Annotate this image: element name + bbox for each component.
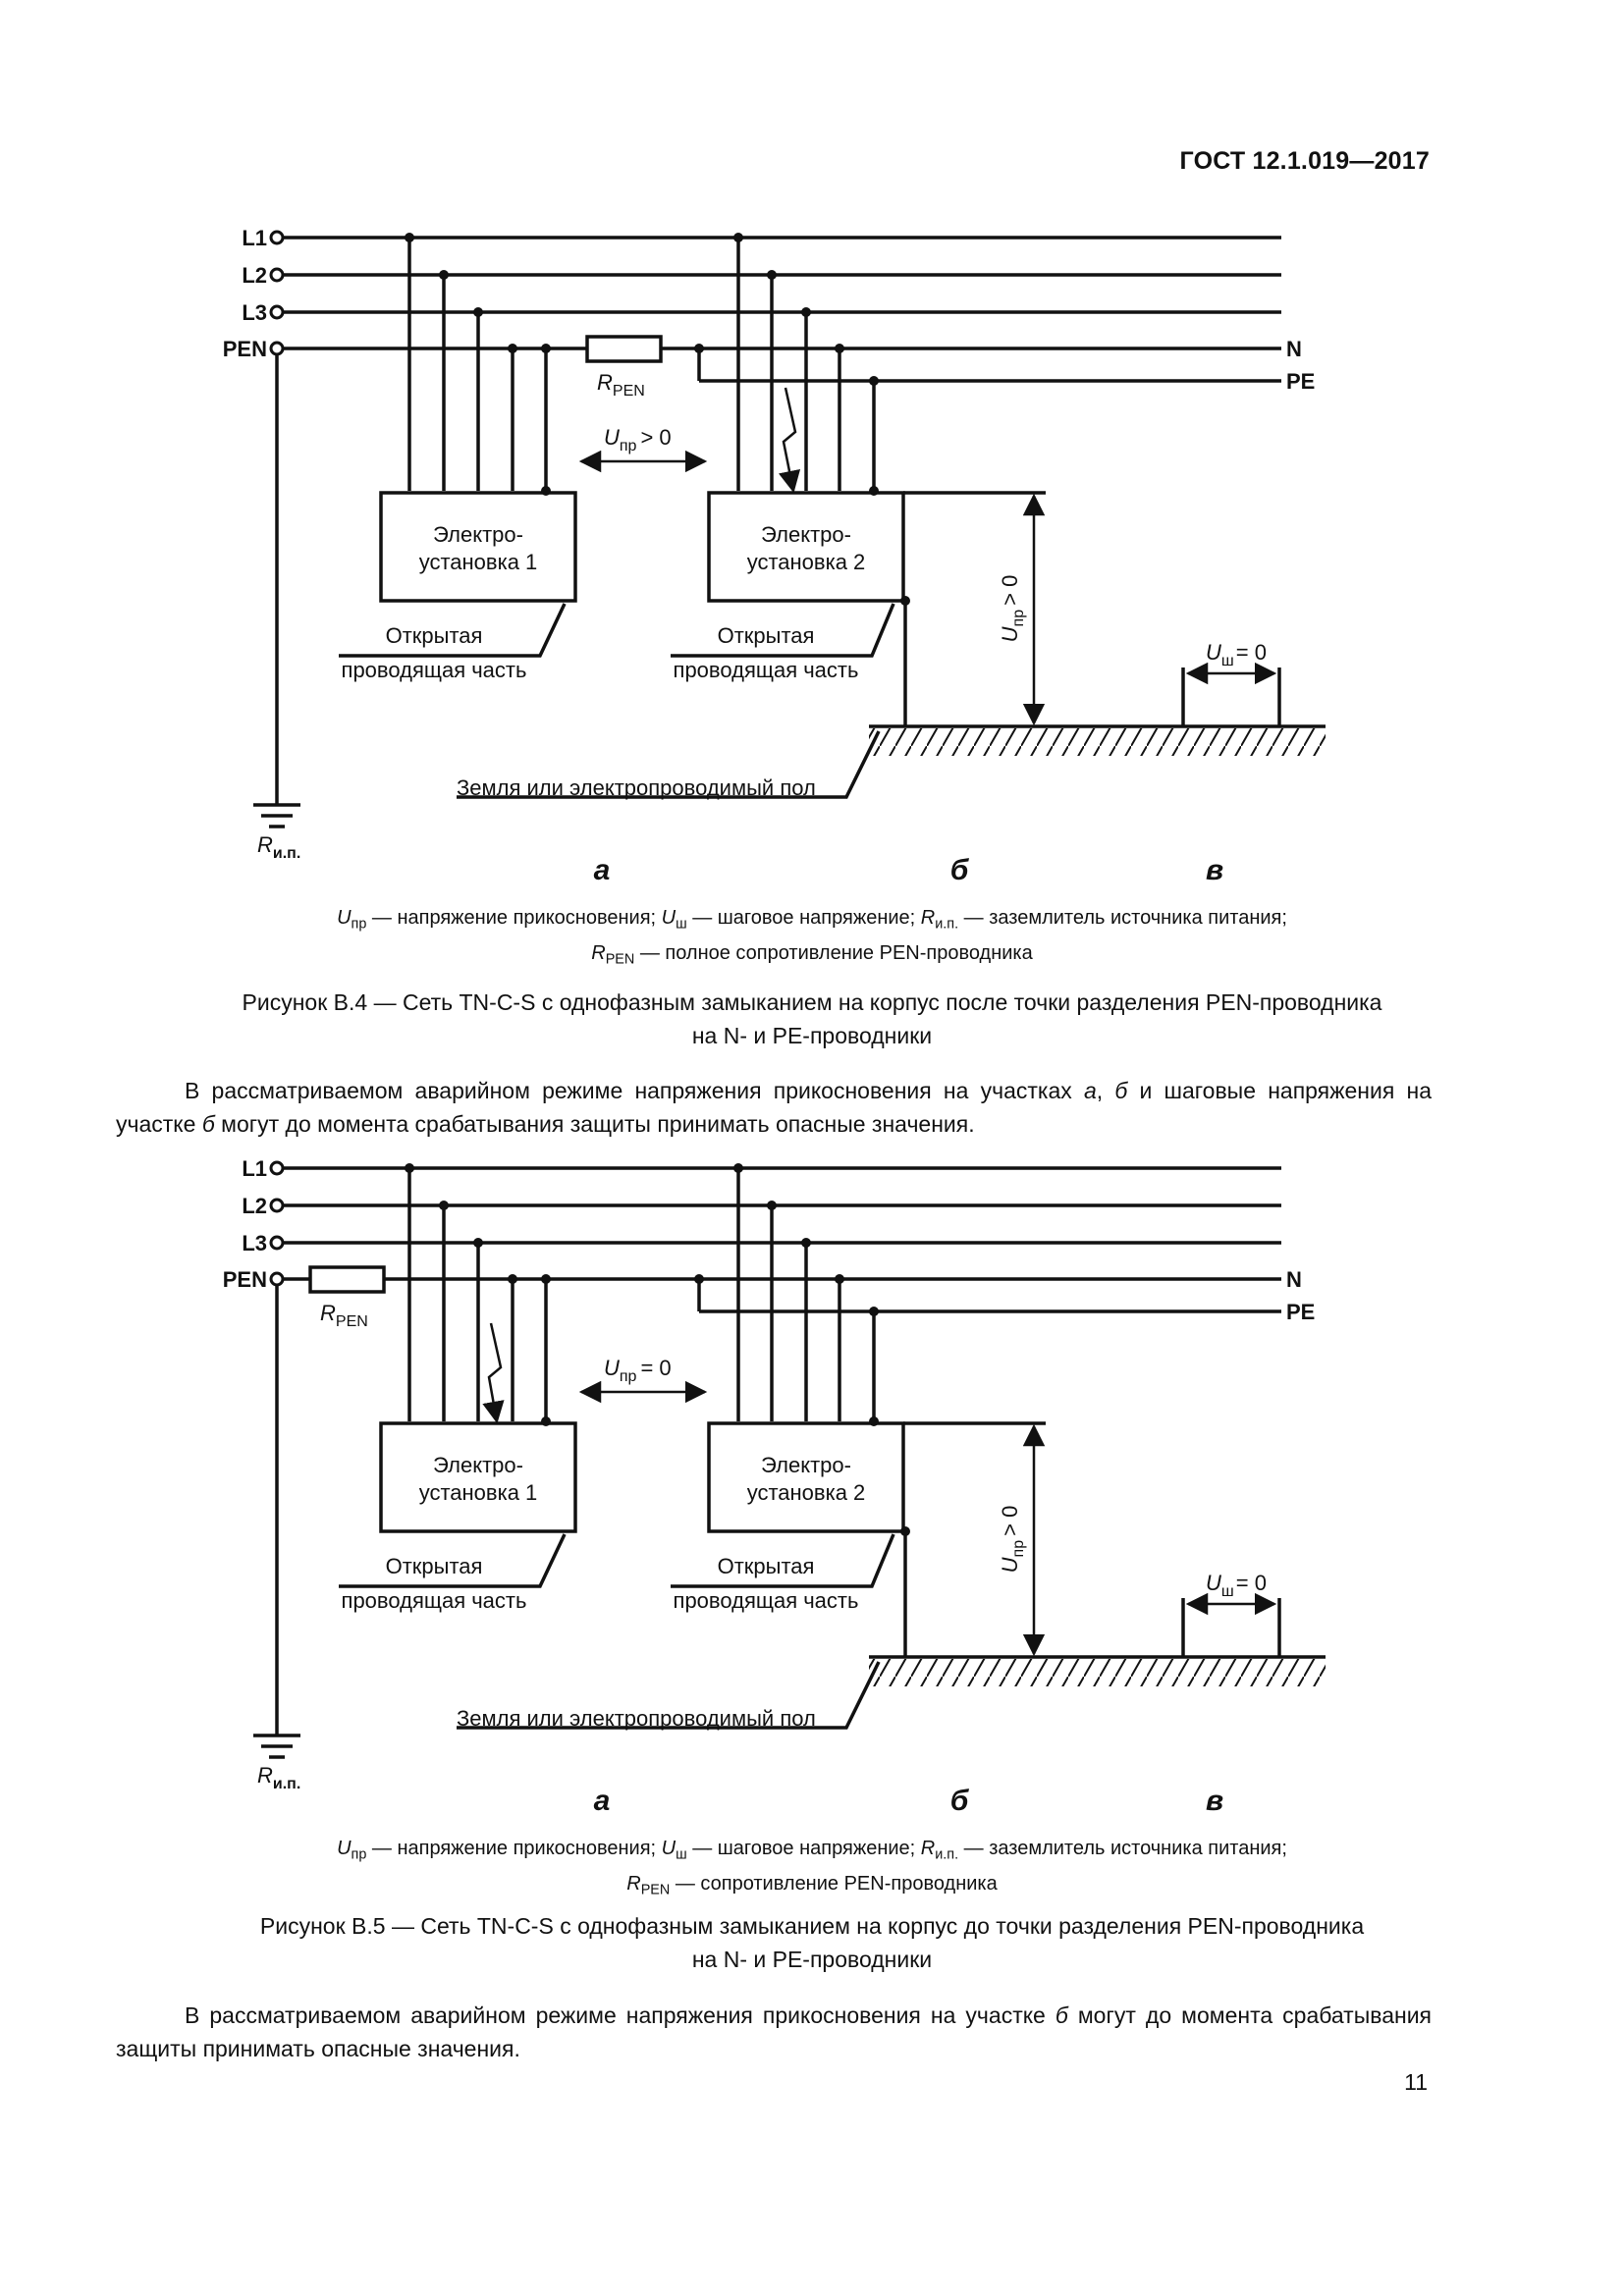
installation2-line1: Электро- <box>761 522 851 547</box>
open-part1-line1: Открытая <box>385 1554 483 1578</box>
figure-b4-diagram <box>0 196 1624 942</box>
legend2-line1: $U_{пр}$ — напряжение прикосновения; $U_ш$ — шаговое напряжение; $R_{и.п.}$ — заземлитель источника питания; <box>337 1838 1287 1863</box>
open-part1-line2: проводящая часть <box>341 1588 527 1613</box>
label-u-pr-vertical: $U_{пр}> 0$ <box>998 574 1027 643</box>
legend2-line2: $R_{PEN}$ — сопротивление PEN-проводника <box>626 1873 998 1898</box>
label-n: N <box>1286 337 1302 361</box>
paragraph-1: В рассматриваемом аварийном режиме напряжения прикосновения на участках а, б и шаговые напряжения на участке б могут до момента срабатывания защиты принимать опасные значения. <box>116 1078 1433 1137</box>
zone-v: в <box>1205 854 1224 886</box>
label-l2: L2 <box>242 1194 267 1218</box>
zone-b: б <box>949 854 969 886</box>
label-l1: L1 <box>242 1156 267 1181</box>
legend1-line2: $R_{PEN}$ — полное сопротивление PEN-проводника <box>591 942 1033 968</box>
installation2-line2: установка 2 <box>746 1480 866 1505</box>
paragraph-2: В рассматриваемом аварийном режиме напряжения прикосновения на участке б могут до момента срабатывания защиты принимать опасные значения. <box>116 2002 1432 2061</box>
label-r-pen: $R_{PEN}$ <box>597 370 645 400</box>
label-r-ip: $R_{и.п.}$ <box>257 832 301 862</box>
figure-b5-legend <box>0 1834 1624 1905</box>
document-header: ГОСТ 12.1.019—2017 <box>1179 147 1430 175</box>
label-pen: PEN <box>222 1267 267 1292</box>
figure-b5-diagram <box>0 1127 1624 1873</box>
label-n: N <box>1286 1267 1302 1292</box>
label-l3: L3 <box>242 300 267 325</box>
installation1-line2: установка 1 <box>418 1480 538 1505</box>
figure-b4-caption: Рисунок В.4 — Сеть TN-C-S с однофазным замыканием на корпус после точки разделения PEN-проводника на N- и PE-проводники <box>242 989 1382 1048</box>
label-l1: L1 <box>242 226 267 250</box>
legend1-line1: $U_{пр}$ — напряжение прикосновения; $U_ш$ — шаговое напряжение; $R_{и.п.}$ — заземлитель источника питания; <box>337 907 1287 933</box>
open-part1-line2: проводящая часть <box>341 658 527 682</box>
label-u-pr-vertical: $U_{пр}> 0$ <box>998 1505 1027 1574</box>
open-part1-line1: Открытая <box>385 623 483 648</box>
label-u-pr-between: $U_{пр} = 0$ <box>604 1356 672 1385</box>
open-part2-line2: проводящая часть <box>673 1588 859 1613</box>
zone-a: а <box>593 1785 611 1817</box>
zone-b: б <box>949 1785 969 1817</box>
label-u-pr-between: $U_{пр} > 0$ <box>604 425 672 454</box>
label-u-sh: $U_ш= 0$ <box>1206 1571 1267 1600</box>
open-part2-line2: проводящая часть <box>673 658 859 682</box>
open-part2-line1: Открытая <box>717 623 815 648</box>
label-pe: PE <box>1286 1300 1316 1324</box>
figure-b4-legend <box>0 903 1624 975</box>
label-l2: L2 <box>242 263 267 288</box>
installation1-line1: Электро- <box>433 1453 523 1477</box>
open-part2-line1: Открытая <box>717 1554 815 1578</box>
label-pe: PE <box>1286 369 1316 394</box>
installation1-line1: Электро- <box>433 522 523 547</box>
label-pen: PEN <box>222 337 267 361</box>
label-ground: Земля или электропроводимый пол <box>457 775 816 800</box>
label-ground: Земля или электропроводимый пол <box>457 1706 816 1731</box>
label-r-ip: $R_{и.п.}$ <box>257 1763 301 1792</box>
label-l3: L3 <box>242 1231 267 1255</box>
installation2-line1: Электро- <box>761 1453 851 1477</box>
installation1-line2: установка 1 <box>418 550 538 574</box>
zone-v: в <box>1205 1785 1224 1817</box>
label-r-pen: $R_{PEN}$ <box>320 1301 368 1330</box>
page-number: 11 <box>1404 2069 1428 2095</box>
figure-b5-caption: Рисунок В.5 — Сеть TN-C-S с однофазным замыканием на корпус до точки разделения PEN-проводника на N- и PE-проводники <box>259 1913 1365 1972</box>
zone-a: а <box>593 854 611 886</box>
installation2-line2: установка 2 <box>746 550 866 574</box>
label-u-sh: $U_ш= 0$ <box>1206 640 1267 669</box>
